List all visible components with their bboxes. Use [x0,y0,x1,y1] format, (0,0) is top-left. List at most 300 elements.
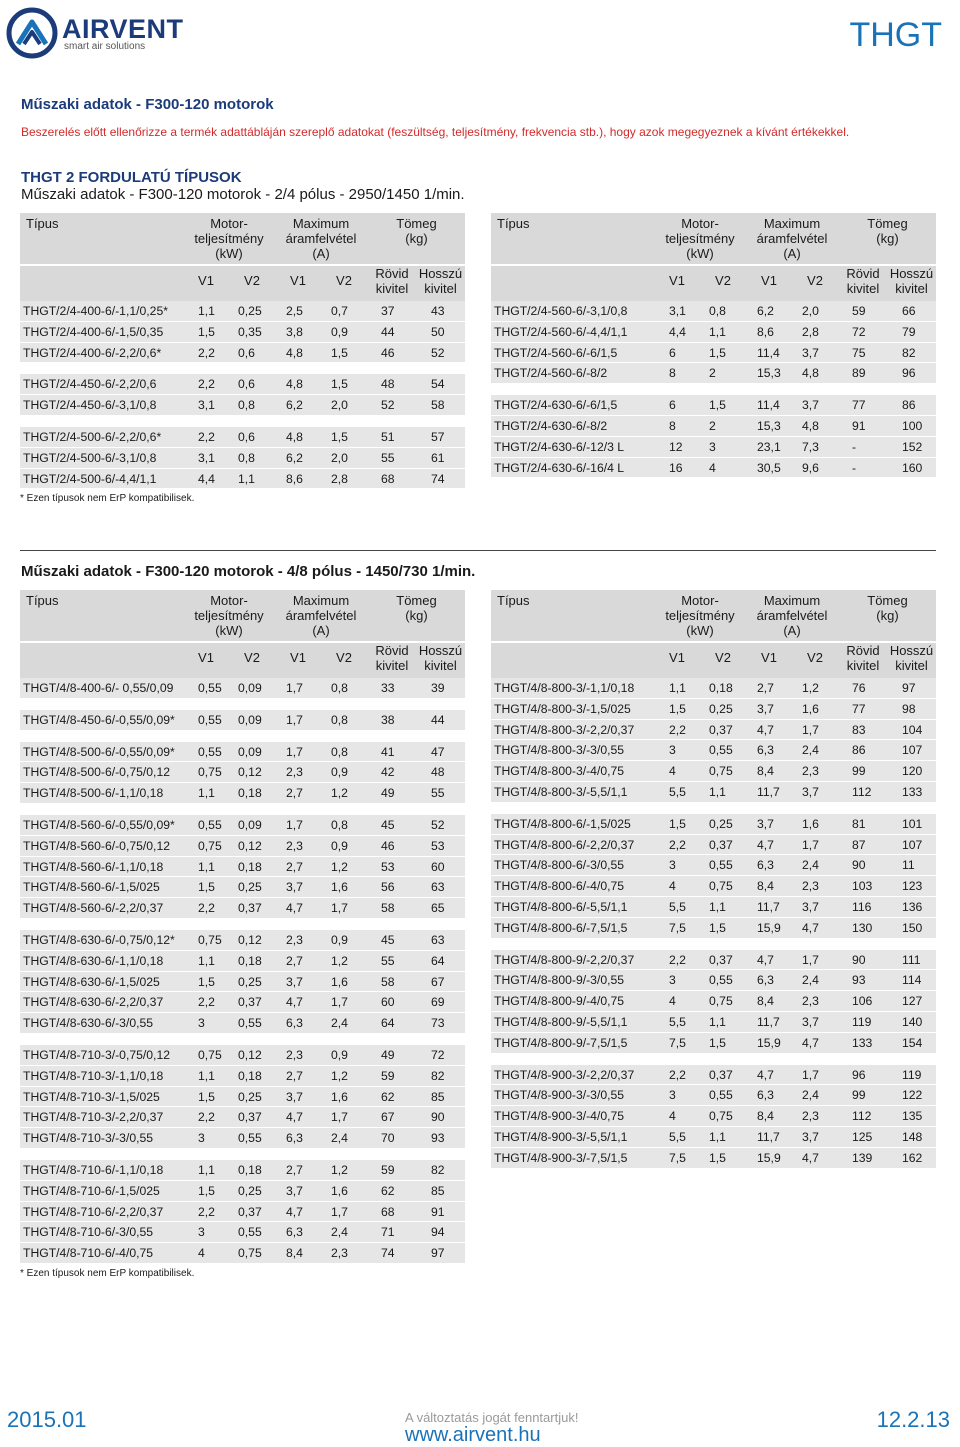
cell-weight-short: 49 [381,786,395,801]
cell-weight-long: 53 [431,838,445,853]
cell-power-v2: 0,75 [238,1246,262,1261]
cell-weight-short: 60 [381,995,395,1010]
table-row [20,469,465,490]
cell-power-v2: 4 [709,460,716,475]
cell-weight-short: 90 [852,952,866,967]
cell-power-v1: 5,5 [669,1129,686,1144]
table-row [491,782,936,803]
installation-note: Beszerelés előtt ellenőrizze a termék adattábláján szereplő adatokat (feszültség, teljesítmény, frekvencia stb.), hogy azok megegyeznek a kívánt értékekkel. [21,125,850,139]
cell-current-v2: 1,7 [331,995,348,1010]
header-v1: V1 [761,650,777,665]
spec-table-4-8-left [20,590,465,1279]
table-row [20,1243,465,1264]
cell-current-v2: 3,7 [802,398,819,413]
cell-current-v2: 2,4 [802,973,819,988]
row-group [20,742,465,804]
cell-current-v2: 2,8 [331,471,348,486]
cell-type: THGT/4/8-800-3/-1,5/025 [494,701,631,716]
cell-weight-short: 51 [381,429,395,444]
cell-current-v1: 11,7 [757,1129,780,1144]
cell-current-v2: 0,8 [331,712,348,727]
cell-current-v1: 6,3 [757,743,774,758]
cell-current-v1: 2,5 [286,304,303,318]
cell-power-v2: 0,75 [709,764,733,779]
header-divider [491,264,936,266]
cell-weight-short: 68 [381,471,395,486]
cell-current-v1: 8,4 [757,994,774,1009]
cell-weight-short: 33 [381,681,395,695]
table-row [491,876,936,897]
cell-current-v2: 0,9 [331,838,348,853]
cell-weight-long: 94 [431,1225,445,1240]
cell-weight-long: 154 [902,1035,923,1050]
cell-weight-short: 133 [852,1035,873,1050]
cell-weight-long: 82 [431,1068,445,1083]
cell-weight-short: 59 [381,1162,395,1177]
header-v2: V2 [336,273,352,288]
cell-current-v2: 2,3 [802,879,819,894]
cell-current-v1: 4,8 [286,429,303,444]
cell-power-v2: 0,37 [709,837,733,852]
row-group [20,815,465,919]
header-max-current: Maximum áramfelvétel (A) [285,593,357,638]
cell-weight-long: 148 [902,1129,923,1144]
cell-weight-long: 91 [431,1204,445,1219]
cell-weight-short: 130 [852,920,873,935]
cell-power-v2: 0,25 [238,304,262,318]
header-typus: Típus [26,216,59,231]
cell-weight-long: 123 [902,879,923,894]
table-row [20,1066,465,1087]
row-group [491,301,936,384]
cell-power-v1: 4 [669,879,676,894]
cell-type: THGT/2/4-560-6/-3,1/0,8 [494,304,628,318]
header-long-version: Hosszú kivitel [889,643,934,673]
cell-weight-short: 56 [381,880,395,895]
cell-weight-long: 111 [902,952,921,967]
cell-power-v1: 8 [669,366,676,381]
header-v2: V2 [715,650,731,665]
cell-type: THGT/2/4-630-6/-8/2 [494,418,608,433]
table-row [491,343,936,364]
cell-current-v2: 1,2 [802,681,819,695]
header-typus: Típus [497,593,530,608]
cell-current-v2: 1,5 [331,377,348,392]
cell-weight-short: 55 [381,450,395,465]
table-header [20,213,465,301]
table-row [491,416,936,437]
section-divider [20,550,936,551]
cell-type: THGT/4/8-560-6/-2,2/0,37 [23,901,164,916]
cell-weight-long: 152 [902,439,923,454]
cell-current-v2: 1,7 [331,1204,348,1219]
row-group [20,678,465,699]
cell-type: THGT/4/8-630-6/-0,75/0,12* [23,932,175,947]
cell-type: THGT/2/4-630-6/-16/4 L [494,460,625,475]
cell-weight-long: 44 [431,712,445,727]
cell-current-v1: 4,7 [286,901,303,916]
header-short-version: Rövid kivitel [846,643,880,673]
cell-type: THGT/4/8-710-6/-1,1/0,18 [23,1162,164,1177]
cell-power-v2: 0,25 [238,1183,262,1198]
cell-type: THGT/4/8-500-6/-0,55/0,09* [23,744,175,759]
cell-power-v2: 0,37 [238,995,262,1010]
header-divider [491,641,936,643]
cell-weight-short: 72 [852,324,866,339]
cell-power-v1: 4 [669,994,676,1009]
table-row [491,1085,936,1106]
cell-type: THGT/2/4-500-6/-2,2/0,6* [23,429,162,444]
cell-power-v1: 7,5 [669,1035,686,1050]
header-v1: V1 [669,273,685,288]
cell-type: THGT/4/8-800-9/-7,5/1,5 [494,1035,628,1050]
table-row [20,1202,465,1223]
cell-power-v2: 0,8 [238,398,255,413]
cell-power-v1: 4 [669,1109,676,1124]
header-v1: V1 [761,273,777,288]
cell-type: THGT/2/4-560-6/-6/1,5 [494,345,618,360]
cell-power-v1: 1,1 [198,953,215,968]
footer-url[interactable]: www.airvent.hu [405,1424,541,1446]
cell-current-v2: 3,7 [802,1014,819,1029]
cell-current-v2: 0,8 [331,817,348,832]
cell-power-v2: 0,37 [709,1067,733,1082]
cell-current-v1: 8,6 [757,324,774,339]
cell-type: THGT/4/8-710-6/-2,2/0,37 [23,1204,164,1219]
cell-current-v1: 1,7 [286,744,303,759]
cell-weight-short: 70 [381,1131,395,1146]
cell-power-v2: 3 [709,439,716,454]
cell-weight-short: 45 [381,932,395,947]
table-row [491,458,936,479]
cell-current-v1: 15,9 [757,1035,781,1050]
cell-current-v2: 2,4 [331,1131,348,1146]
header-v1: V1 [198,273,214,288]
cell-power-v1: 0,55 [198,712,222,727]
cell-current-v2: 2,3 [802,1109,819,1124]
cell-type: THGT/4/8-800-9/-3/0,55 [494,973,625,988]
cell-current-v2: 0,9 [331,1047,348,1062]
cell-current-v2: 3,7 [802,345,819,360]
cell-weight-long: 69 [431,995,445,1010]
table-row [20,322,465,343]
row-group [491,814,936,939]
cell-weight-short: 44 [381,324,395,339]
table-row [491,814,936,835]
cell-power-v2: 0,12 [238,1047,262,1062]
cell-type: THGT/4/8-900-3/-7,5/1,5 [494,1150,628,1165]
cell-type: THGT/4/8-800-9/-2,2/0,37 [494,952,635,967]
cell-current-v1: 3,7 [286,1089,303,1104]
cell-weight-long: 140 [902,1014,923,1029]
header-short-version: Rövid kivitel [846,266,880,296]
cell-current-v1: 1,7 [286,681,303,695]
cell-power-v1: 0,75 [198,1047,222,1062]
cell-type: THGT/2/4-400-6/-2,2/0,6* [23,345,162,360]
cell-weight-short: 81 [852,816,866,831]
cell-weight-long: 47 [431,744,445,759]
header-v2: V2 [807,650,823,665]
cell-power-v2: 1,1 [709,1129,726,1144]
cell-current-v2: 2,4 [331,1016,348,1031]
table-row [491,720,936,741]
cell-current-v1: 3,7 [286,974,303,989]
cell-current-v1: 8,4 [757,879,774,894]
cell-weight-short: 46 [381,838,395,853]
cell-type: THGT/4/8-560-6/-1,1/0,18 [23,859,164,874]
header-short-version: Rövid kivitel [375,643,409,673]
cell-current-v2: 2,4 [802,858,819,873]
cell-power-v1: 1,5 [669,701,686,716]
cell-type: THGT/4/8-900-3/-2,2/0,37 [494,1067,635,1082]
table-row [491,1106,936,1127]
table-row [20,374,465,395]
cell-power-v1: 5,5 [669,899,686,914]
cell-current-v1: 6,3 [286,1225,303,1240]
header-long-version: Hosszú kivitel [418,643,463,673]
table-row [20,762,465,783]
cell-power-v2: 0,12 [238,765,262,780]
cell-current-v1: 2,7 [286,1068,303,1083]
table-row [491,897,936,918]
table-row [491,301,936,322]
table-row [491,855,936,876]
cell-power-v2: 0,75 [709,1109,733,1124]
cell-power-v2: 0,12 [238,932,262,947]
row-group [491,950,936,1054]
cell-power-v2: 1,5 [709,1150,726,1165]
cell-power-v1: 1,5 [198,1183,215,1198]
footer-rights: A változtatás jogát fenntartjuk! [405,1410,579,1425]
cell-power-v1: 7,5 [669,1150,686,1165]
cell-type: THGT/4/8-800-6/-3/0,55 [494,858,625,873]
table-row [20,877,465,898]
cell-type: THGT/2/4-630-6/-6/1,5 [494,398,618,413]
cell-weight-long: 57 [431,429,445,444]
cell-power-v2: 0,6 [238,377,255,392]
cell-weight-long: 160 [902,460,923,475]
cell-weight-short: - [852,439,857,454]
cell-weight-long: 100 [902,418,923,433]
cell-weight-long: 50 [431,324,445,339]
cell-power-v2: 0,09 [238,712,262,727]
header-divider [20,641,465,643]
cell-power-v2: 0,18 [238,1162,262,1177]
cell-weight-short: 58 [381,974,395,989]
cell-type: THGT/4/8-560-6/-0,75/0,12 [23,838,170,853]
cell-type: THGT/2/4-630-6/-12/3 L [494,439,625,454]
cell-current-v2: 1,2 [331,1162,348,1177]
cell-power-v2: 0,18 [238,859,262,874]
cell-weight-long: 52 [431,345,445,360]
cell-weight-short: 99 [852,764,866,779]
cell-power-v1: 4,4 [198,471,215,486]
cell-weight-short: 45 [381,817,395,832]
table-row [491,678,936,699]
cell-current-v1: 1,7 [286,817,303,832]
cell-weight-long: 11 [902,858,915,873]
cell-weight-long: 61 [431,450,445,465]
cell-power-v1: 1,1 [198,1162,215,1177]
cell-current-v1: 6,2 [757,304,774,318]
cell-power-v1: 2,2 [669,1067,686,1082]
cell-power-v2: 0,55 [709,1088,733,1103]
table-row [491,918,936,939]
cell-weight-long: 120 [902,764,923,779]
cell-power-v1: 7,5 [669,920,686,935]
table-row [491,322,936,343]
cell-weight-long: 60 [431,859,445,874]
header-v2: V2 [244,650,260,665]
cell-current-v1: 4,7 [286,1110,303,1125]
cell-weight-short: 58 [381,901,395,916]
cell-current-v1: 3,7 [757,816,774,831]
cell-current-v1: 1,7 [286,712,303,727]
table-row [20,678,465,699]
cell-weight-short: 62 [381,1089,395,1104]
cell-current-v1: 23,1 [757,439,781,454]
cell-weight-long: 101 [902,816,923,831]
header-weight: Tömeg (kg) [396,216,437,246]
cell-type: THGT/2/4-500-6/-3,1/0,8 [23,450,157,465]
cell-power-v2: 0,75 [709,994,733,1009]
cell-current-v2: 2,3 [802,994,819,1009]
page-number: 12.2.13 [876,1407,950,1432]
cell-current-v1: 3,7 [757,701,774,716]
cell-current-v1: 2,7 [286,953,303,968]
cell-power-v2: 0,55 [709,858,733,873]
cell-current-v2: 4,7 [802,1150,819,1165]
cell-current-v1: 11,4 [757,345,780,360]
cell-weight-short: 99 [852,1088,866,1103]
cell-weight-long: 97 [902,681,916,695]
table-row [491,699,936,720]
cell-type: THGT/4/8-800-6/-2,2/0,37 [494,837,635,852]
cell-power-v2: 1,5 [709,345,726,360]
header-typus: Típus [26,593,59,608]
cell-weight-long: 64 [431,953,445,968]
cell-type: THGT/4/8-800-9/-5,5/1,1 [494,1014,628,1029]
cell-current-v1: 11,4 [757,398,780,413]
cell-type: THGT/4/8-800-3/-2,2/0,37 [494,722,635,737]
cell-current-v1: 6,2 [286,450,303,465]
cell-weight-long: 86 [902,398,916,413]
cell-weight-short: 90 [852,858,866,873]
footer-date: 2015.01 [7,1407,87,1432]
cell-current-v1: 2,7 [286,1162,303,1177]
cell-current-v2: 2,3 [802,764,819,779]
cell-weight-short: 74 [381,1246,395,1261]
cell-power-v2: 1,5 [709,1035,726,1050]
cell-current-v1: 6,3 [757,858,774,873]
cell-power-v1: 4 [669,764,676,779]
cell-weight-long: 98 [902,701,916,716]
cell-weight-long: 133 [902,784,923,799]
cell-power-v1: 3,1 [198,450,215,465]
cell-current-v2: 0,9 [331,765,348,780]
cell-weight-long: 74 [431,471,445,486]
cell-type: THGT/4/8-400-6/- 0,55/0,09 [23,681,174,695]
cell-type: THGT/4/8-800-6/-4/0,75 [494,879,625,894]
cell-type: THGT/4/8-710-3/-3/0,55 [23,1131,154,1146]
cell-power-v1: 1,1 [198,304,215,318]
cell-type: THGT/4/8-800-3/-5,5/1,1 [494,784,628,799]
cell-power-v1: 3 [669,973,676,988]
cell-current-v1: 4,7 [757,952,774,967]
table-footnote: * Ezen típusok nem ErP kompatibilisek. [20,493,195,505]
cell-power-v2: 0,25 [238,1089,262,1104]
cell-weight-long: 63 [431,932,445,947]
cell-current-v2: 4,7 [802,920,819,935]
cell-weight-long: 82 [431,1162,445,1177]
cell-weight-short: 59 [381,1068,395,1083]
cell-type: THGT/4/8-800-6/-7,5/1,5 [494,920,628,935]
cell-power-v1: 6 [669,345,676,360]
table-row [20,742,465,763]
cell-current-v2: 2,0 [802,304,819,318]
cell-type: THGT/4/8-630-6/-1,5/025 [23,974,160,989]
cell-power-v1: 3 [198,1225,205,1240]
table-row [20,710,465,731]
cell-current-v2: 1,6 [802,816,819,831]
cell-current-v1: 11,7 [757,899,780,914]
cell-current-v2: 1,2 [331,953,348,968]
cell-power-v1: 1,5 [198,1089,215,1104]
header-weight: Tömeg (kg) [867,593,908,623]
cell-current-v1: 2,7 [286,859,303,874]
cell-weight-long: 79 [902,324,916,339]
cell-weight-short: 125 [852,1129,873,1144]
header-long-version: Hosszú kivitel [889,266,934,296]
cell-power-v1: 1,5 [198,324,215,339]
cell-current-v1: 3,8 [286,324,303,339]
cell-type: THGT/4/8-450-6/-0,55/0,09* [23,712,175,727]
cell-current-v2: 1,6 [331,1089,348,1104]
cell-power-v2: 0,09 [238,744,262,759]
cell-current-v2: 1,5 [331,345,348,360]
cell-power-v1: 2,2 [198,377,215,392]
table-row [20,427,465,448]
cell-power-v2: 0,09 [238,817,262,832]
cell-weight-short: 91 [852,418,866,433]
table-header [491,590,936,678]
cell-current-v1: 4,8 [286,345,303,360]
cell-weight-short: 48 [381,377,395,392]
brand-tagline: smart air solutions [64,41,146,52]
cell-current-v2: 1,2 [331,859,348,874]
cell-current-v1: 6,2 [286,398,303,413]
cell-weight-short: 49 [381,1047,395,1062]
cell-current-v2: 0,8 [331,744,348,759]
cell-type: THGT/4/8-630-6/-1,1/0,18 [23,953,164,968]
cell-power-v2: 1,1 [709,1014,726,1029]
cell-current-v1: 11,7 [757,1014,780,1029]
cell-power-v1: 12 [669,439,683,454]
cell-power-v1: 16 [669,460,683,475]
cell-weight-short: 55 [381,953,395,968]
cell-current-v2: 1,6 [802,701,819,716]
cell-weight-long: 119 [902,1067,922,1082]
cell-power-v2: 0,8 [238,450,255,465]
cell-current-v2: 1,6 [331,974,348,989]
cell-weight-short: 62 [381,1183,395,1198]
table-row [20,972,465,993]
cell-power-v2: 0,18 [238,953,262,968]
row-group [20,1045,465,1149]
cell-weight-long: 104 [902,722,923,737]
cell-weight-short: - [852,460,857,475]
cell-power-v1: 2,2 [669,722,686,737]
